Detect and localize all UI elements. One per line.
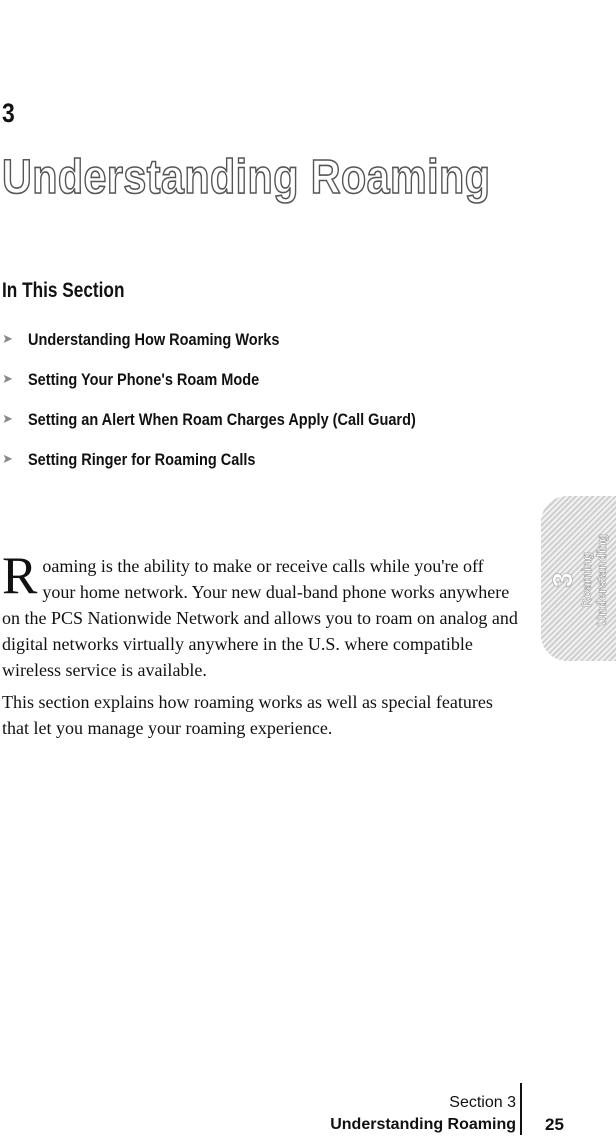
footer-divider: [520, 1083, 522, 1135]
topic-label: Setting Your Phone's Roam Mode: [28, 371, 260, 389]
section-number: 3: [2, 98, 15, 128]
footer-title: Understanding Roaming: [330, 1116, 516, 1133]
topic-item: [2, 329, 469, 369]
topic-label: Understanding How Roaming Works: [28, 331, 280, 349]
page-footer: [330, 1092, 516, 1136]
intro-paragraph-text: oaming is the ability to make or receive calls while you're off your home network. Your new dual-band phone works anywhere on the PCS Nationwide Network and allows you to roam on analog and digital networks virtually anywhere in the U.S. where compatible wireless service is available.: [2, 556, 518, 680]
side-tab-line1: Understanding: [594, 534, 609, 626]
arrow-bullet-icon: ➤: [2, 412, 13, 427]
topic-item: [2, 409, 469, 449]
footer-section: Section 3: [449, 1094, 516, 1111]
summary-paragraph: This section explains how roaming works as well as special features that let you manage your roaming experience.: [2, 692, 493, 738]
topic-item: [2, 449, 469, 489]
side-tab-number: 3: [547, 572, 578, 588]
page-number: 25: [545, 1115, 564, 1134]
arrow-bullet-icon: ➤: [2, 452, 13, 467]
section-topic-list: [2, 329, 469, 489]
intro-body: [2, 547, 518, 741]
topic-label: Setting an Alert When Roam Charges Apply (Call Guard): [28, 411, 416, 429]
chapter-title: Understanding Roaming: [2, 151, 491, 204]
arrow-bullet-icon: ➤: [2, 332, 13, 347]
side-tab-line2: Roaming: [579, 552, 594, 608]
arrow-bullet-icon: ➤: [2, 372, 13, 387]
intro-paragraph: [2, 547, 518, 683]
topic-item: [2, 369, 469, 409]
side-tab-label: [547, 500, 609, 660]
in-this-section-heading: In This Section: [2, 279, 125, 302]
drop-cap: R: [2, 547, 38, 605]
topic-label: Setting Ringer for Roaming Calls: [28, 451, 256, 469]
